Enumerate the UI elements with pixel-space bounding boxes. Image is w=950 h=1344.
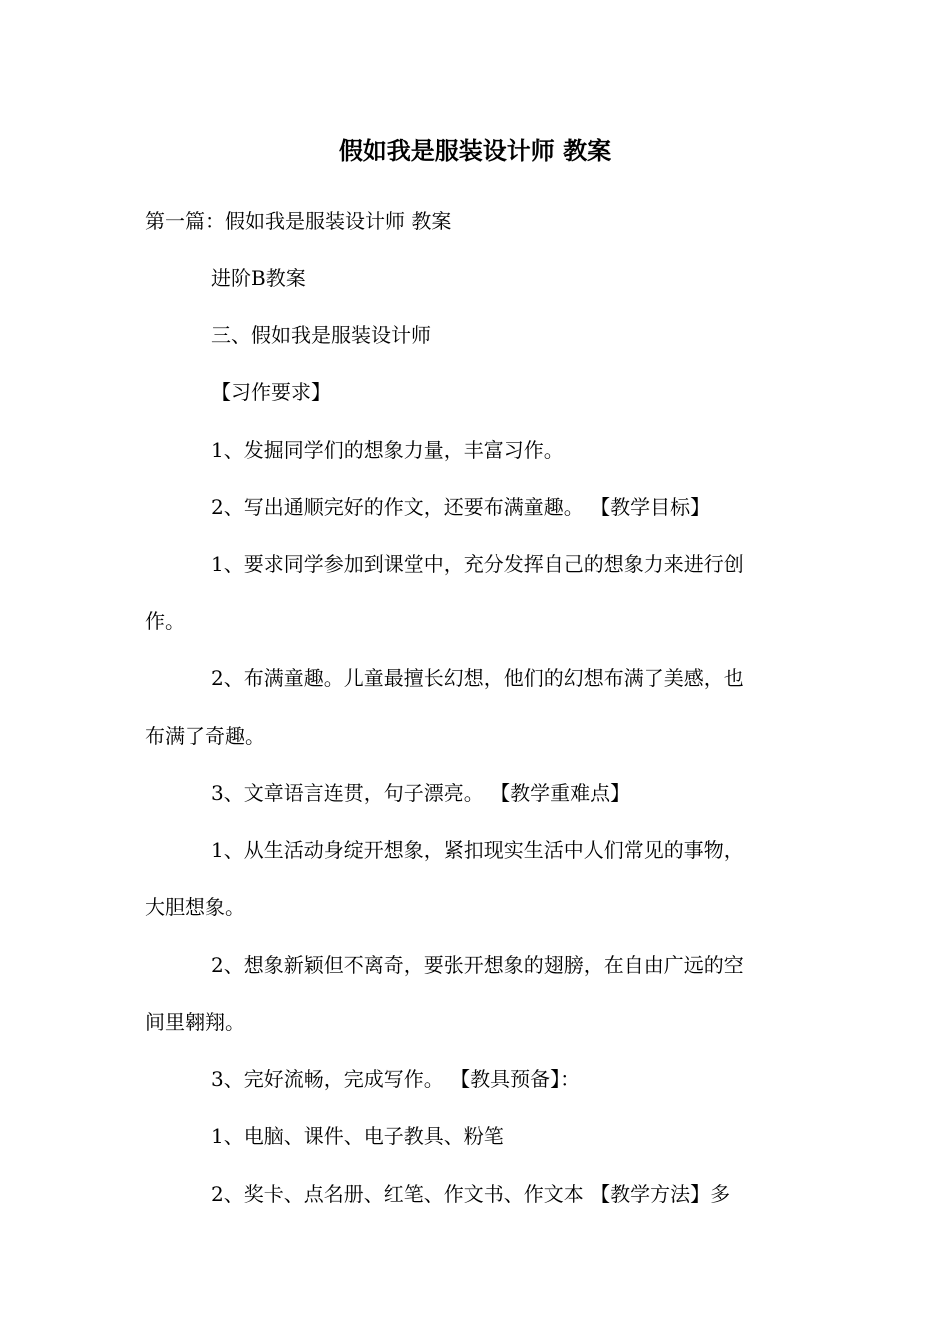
paragraph-line: 2、奖卡、点名册、红笔、作文书、作文本 【教学方法】多 [211, 1182, 731, 1206]
paragraph-line: 1、从生活动身绽开想象，紧扣现实生活中人们常见的事物， [211, 838, 744, 862]
paragraph-line: 1、电脑、课件、电子教具、粉笔 [211, 1124, 504, 1148]
paragraph-line: 布满了奇趣。 [145, 724, 265, 748]
paragraph-line: 1、要求同学参加到课堂中，充分发挥自己的想象力来进行创 [211, 552, 744, 576]
paragraph-line: 作。 [145, 609, 185, 633]
paragraph-line: 2、布满童趣。儿童最擅长幻想，他们的幻想布满了美感，也 [211, 666, 744, 690]
paragraph-line: 大胆想象。 [145, 895, 245, 919]
paragraph-line: 2、想象新颖但不离奇，要张开想象的翅膀，在自由广远的空 [211, 953, 744, 977]
paragraph-line: 间里翱翔。 [145, 1010, 245, 1034]
section-heading: 【习作要求】 [211, 380, 331, 404]
paragraph-line: 3、文章语言连贯，句子漂亮。 【教学重难点】 [211, 781, 631, 805]
paragraph-line: 1、发掘同学们的想象力量，丰富习作。 [211, 438, 564, 462]
paragraph-line: 3、完好流畅，完成写作。 【教具预备】： [211, 1067, 581, 1091]
paragraph-line: 进阶B教案 [211, 266, 306, 290]
paragraph-line: 第一篇：假如我是服装设计师 教案 [145, 209, 452, 233]
document-title: 假如我是服装设计师 教案 [338, 136, 612, 165]
paragraph-line: 三、假如我是服装设计师 [211, 323, 431, 347]
paragraph-line: 2、写出通顺完好的作文，还要布满童趣。 【教学目标】 [211, 495, 711, 519]
